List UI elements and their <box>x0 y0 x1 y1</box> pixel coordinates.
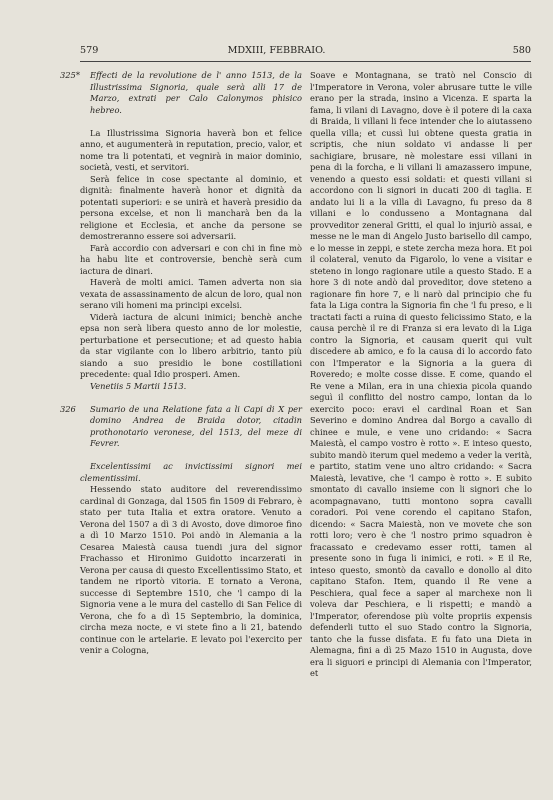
paragraph: La Illustrissima Signoria haverà bon et felice anno, et augumenterà in reputation, precio, valor, et nome tra li potentati, et vegnirà in maior dominio, società, vesti, et servitori. <box>80 127 302 172</box>
entry-number: 325* <box>60 70 80 80</box>
signature: Venetiis 5 Martii 1513. <box>90 380 187 391</box>
left-column <box>60 70 302 785</box>
entry-title: Effecti de la revolutione de l' anno 1513, de la Illustrissima Signoria, quale serà alli 17 de Marzo, extrati per Calo Calonymos phisico hebreo. <box>90 70 302 115</box>
header-rule <box>80 61 531 62</box>
running-head-title: MDXIII, FEBBRAIO. <box>227 45 326 56</box>
paragraph: Hessendo stato auditore del reverendissimo cardinal di Gonzaga, dal 1505 fin 1509 di Febraro, è stato per tuta Italia et extra oratore. Venuto a Verona del 1507 a dì 3 di Avosto, dove dimoroe fino a dì 10 Marzo 1510. Poi andò in Alemania a la Cesarea Maiestà causa tuendi jura del signor Frachasso et Hironimo Guidotto incarzerati in Verona per causa di questo Excellentissimo Stato, et tandem ne riportò vitoria. E tornato a Verona, successe di Septembre 1510, che 'l campo di la Signoria vene a le mura del castello di San Felice di Verona, che fo a dì 15 Septembrio, la dominica, circha meza nocte, e vi stete fino a li 21, batendo continue con le artelarie. E levato poi l'exercito per venir a Cologna, <box>80 484 302 655</box>
entry-title: Sumario de una Relatione fata a li Capi di X per domino Andrea de Braida dotor, citadin prothonotario veronese, del 1513, del meze di Fevrer. <box>90 403 302 448</box>
running-header <box>0 44 553 58</box>
entry-number: 326 <box>60 403 76 414</box>
page-number-left: 579 <box>80 45 99 56</box>
page-number-right: 580 <box>512 45 531 56</box>
paragraph: Soave e Montagnana, se tratò nel Conscio di l'Imperatore in Verona, voler abrusare tutte le ville erano per la strada, insino a Vicenza. E sparta la fama, li vilani di Lavagno, dove è il potere di la caxa di Braida, li villani li fece intender che lo aiutasseno quella villa; et cussì lui obtene questa gratia in scriptis, che niun soldato vi andasse li per sachigiare, brusare, nè molestare essi villani in pena di la forcha, e li villani li amazassero impune, venendo a questo essi soldati: et questi villani si accordono con li signori in ducati 200 di taglia. E andato lui li a la villa di Lavagno, fu preso da 8 villani e lo condusseno a Montagnana dal provveditor zeneral Gritti, el qual lo injuriò assai, e messe ne le man di Angelo Justo barisello dil campo, e lo messe in zeppi, e stete zercha meza hora. Et poi il colateral, venuto da Figarolo, lo vene a visitar e steteno in longo ragionare utile a questo Stado. E a hore 3 di note andò dal proveditor, dove steteno a ragionare fin hore 7, e li narò dal principio che fu fata la Liga contra la Signoria fin che 'l fu preso, e li tractati facti a ruina di questo felicissimo Stato, e la causa perchè il re di Franza si era levato di la Liga contro la Signoria, et causam querit qui vult discedere ab amico, e fo la causa di lo accordo fato con l'Imperator e la Signoria a la guera di Roveredo; e molte cosse disse. E come, quando el Re vene a Milan, era in una chiexia picola quando seguì il conflitto del nostro campo, lontan da lo exercito poco: eravi el cardinal Roan et San Severino e domino Andrea dal Borgo a cavallo di chinee e mule, e vene uno cridando: « Sacra Maiestà, el campo vostro è rotto ». E inteso questo, subito mandò iterum quel medemo a veder la verità, e partito, statim vene uno altro cridando: « Sacra Maiestà, levative, che 'l campo è rotto ». E subito smontato di cavallo insieme con li signori che lo acompagnavano, tutti montono sopra cavalli coradori. Poi vene corendo el capitano Stafon, dicendo: « Sacra Maiestà, non ve movete che son rotti loro; vero è che 'l nostro primo squadron è fracassato e credevamo esser rotti, tamen al presente sono in fuga li inimici, e roti. » E il Re, inteso questo, smontò da cavallo e donollo al dito capitano Stafon. Item, quando il Re vene a Peschiera, qual fece a saper al marchexe non li voleva dar Peschiera, e li rispetti; e mandò a l'Imperator, oferendose più volte propriis expensis defenderli tutto el suo Stado contro la Signoria, tanto che la fusse disfata. E fu fato una Dieta in Alemagna, fini a dì 25 Mazo 1510 in Augusta, dove era li siguori e principi di Alemania con l'Imperator, et <box>310 70 532 678</box>
entry-325-heading <box>60 70 302 116</box>
paragraph: Serà felice in cose spectante al dominio, et dignità: finalmente haverà honor et dignità da potentati superiori: e se unirà et haverà presidio da persona excelse, et non li mancharà ben da la religione et Ecclesia, et anche da persone se demostreranno essere soi adversarii. <box>80 173 302 241</box>
paragraph: Viderà iactura de alcuni inimici; benchè anche epsa non serà libera questo anno de lor molestie, perturbatione et persecutione; et ad questo habia da star vigilante con lo libero arbitrio, tanto più siando a suo presidio le bone costillationi precedente: qual Idio prosperi. Amen. <box>80 311 302 379</box>
paragraph: Farà accordio con adversari e con chi in fine mò ha habu lite et controversie, benchè serà cum iactura de dinari. <box>80 242 302 276</box>
entry-326-heading <box>60 403 302 450</box>
salutation: Excelentissimi ac invictissimi signori mei clementissimi. <box>80 461 302 483</box>
right-column <box>310 70 532 785</box>
paragraph: Haverà de molti amici. Tamen adverta non sia vexata de assassinamento de alcun de loro, qual non serano vili homeni ma principi excelsi. <box>80 277 302 310</box>
